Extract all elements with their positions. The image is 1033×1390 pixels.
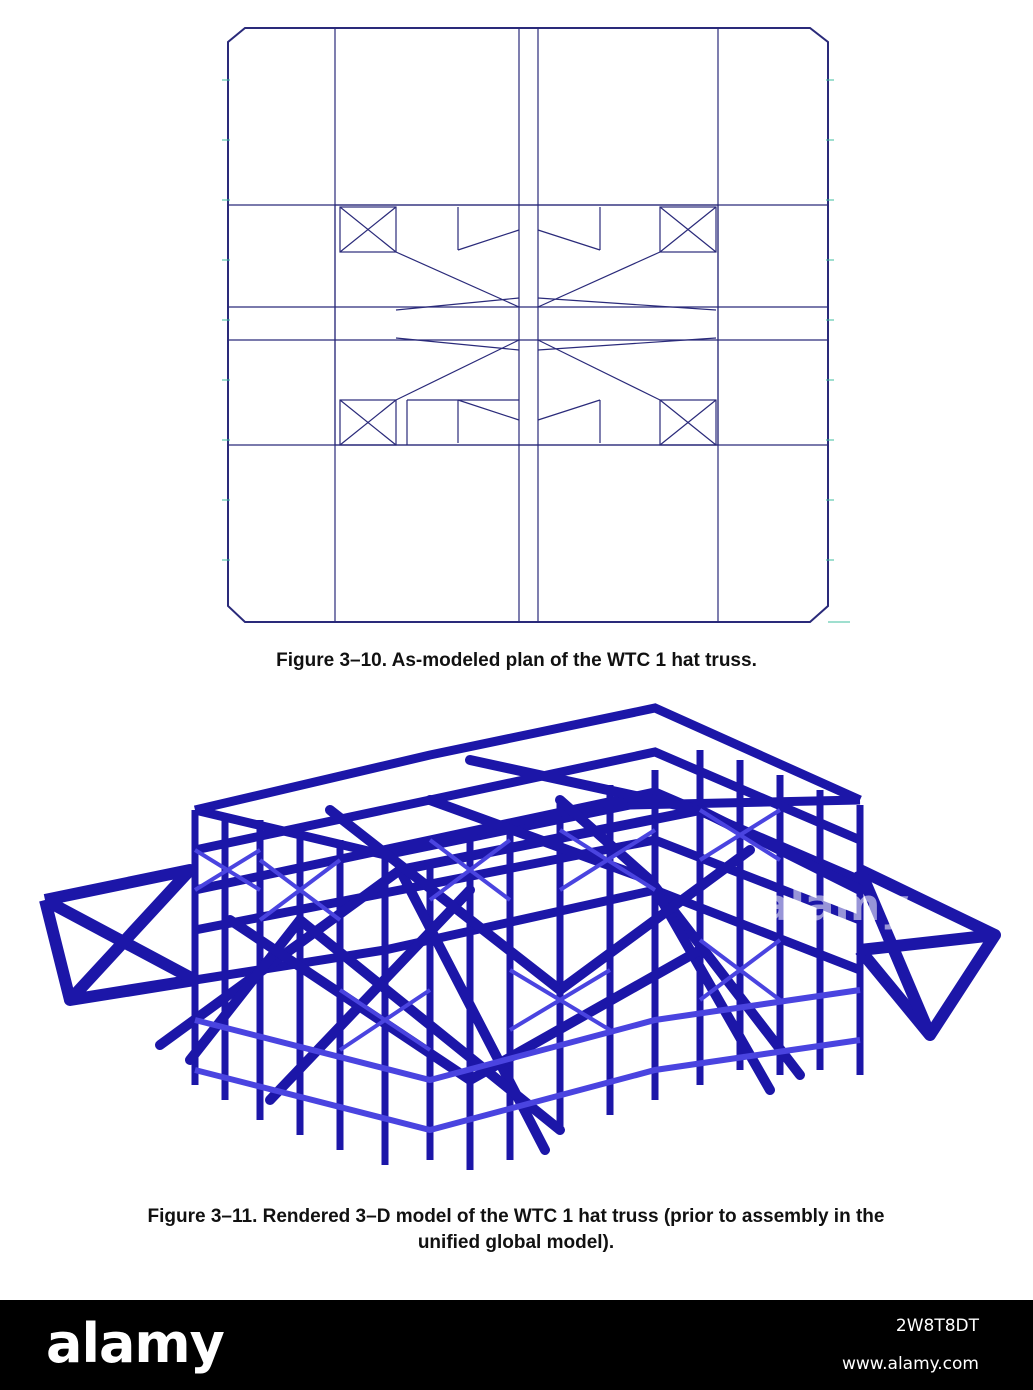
plan-diagonal-braces	[396, 207, 716, 445]
stock-footer	[0, 1300, 1033, 1390]
alamy-logo: alamy	[46, 1312, 224, 1375]
image-id: 2W8T8DT	[895, 1316, 979, 1336]
figure-3-11-caption-line1: Figure 3–11. Rendered 3–D model of the WTC 1 hat truss (prior to assembly in the	[147, 1206, 885, 1227]
plan-corner-braces	[340, 207, 716, 445]
hat-truss-3d-render	[0, 690, 1033, 1195]
figure-3-10-caption: Figure 3–10. As-modeled plan of the WTC 1 hat truss.	[276, 650, 757, 671]
hat-truss-plan-drawing	[0, 0, 1033, 640]
plan-outline	[228, 28, 828, 622]
plan-grid-lines	[228, 28, 828, 622]
figure-3-11-caption	[46, 1204, 986, 1256]
site-url[interactable]: www.alamy.com	[841, 1354, 979, 1374]
figure-3-11-caption-line2: unified global model).	[417, 1232, 615, 1253]
watermark: alamy	[760, 880, 909, 931]
plan-node-ticks	[222, 80, 850, 622]
